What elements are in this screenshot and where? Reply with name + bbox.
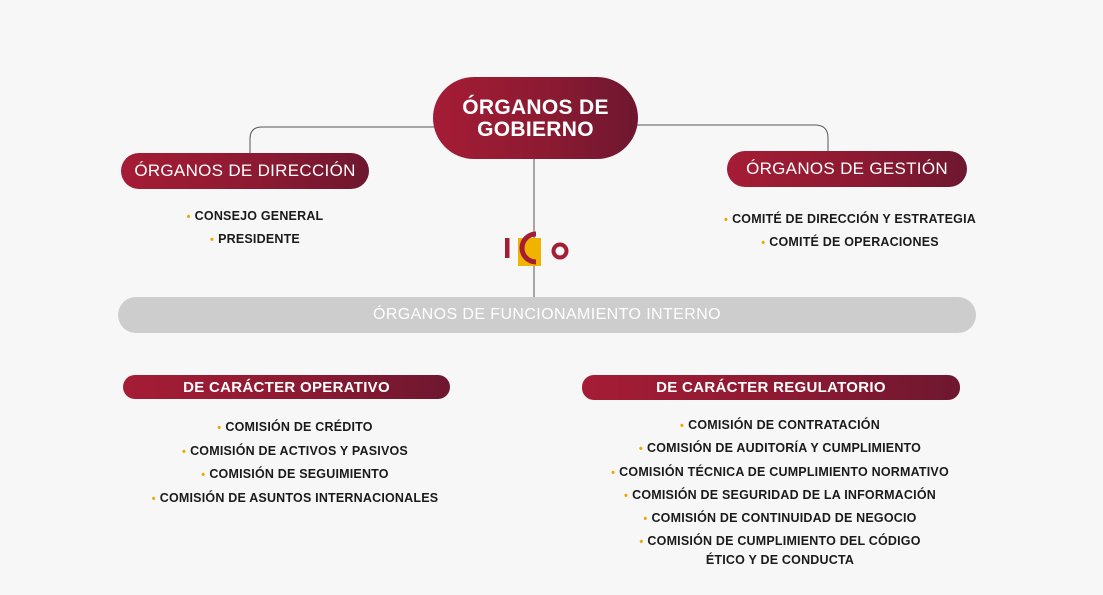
bullet-icon: • — [182, 445, 187, 458]
list-item: • COMISIÓN DE CONTRATACIÓN — [680, 418, 880, 432]
bullet-icon: • — [186, 211, 191, 223]
list-item: • COMITÉ DE OPERACIONES — [761, 235, 939, 249]
bullet-icon: • — [217, 422, 222, 434]
bullet-icon: • — [624, 489, 629, 502]
node-organos-de-direccion: ÓRGANOS DE DIRECCIÓN — [121, 153, 369, 189]
bullet-icon: • — [680, 420, 685, 432]
node-de-caracter-regulatorio: DE CARÁCTER REGULATORIO — [582, 375, 960, 400]
list-item: • COMISIÓN DE SEGURIDAD DE LA INFORMACIÓN — [624, 487, 936, 502]
node-organos-de-gestion: ÓRGANOS DE GESTIÓN — [727, 151, 967, 187]
bullet-icon: • — [210, 234, 215, 246]
list-item: • COMISIÓN DE CUMPLIMIENTO DEL CÓDIGO ÉTICO Y DE CONDUCTA — [639, 534, 921, 568]
list-item: • COMITÉ DE DIRECCIÓN Y ESTRATEGIA — [724, 212, 976, 226]
list-item: • COMISIÓN TÉCNICA DE CUMPLIMIENTO NORMATIVO — [611, 464, 949, 479]
list-item: • PRESIDENTE — [210, 232, 300, 246]
connector-right — [637, 125, 828, 151]
list-item: • COMISIÓN DE SEGUIMIENTO — [201, 467, 389, 481]
bullet-icon: • — [643, 513, 648, 526]
bullet-icon: • — [761, 237, 766, 249]
bullet-icon: • — [639, 536, 644, 549]
list-item: • COMISIÓN DE CRÉDITO — [217, 420, 373, 434]
list-item: • COMISIÓN DE AUDITORÍA Y CUMPLIMIENTO — [638, 441, 922, 456]
bullet-icon: • — [201, 469, 206, 481]
node-de-caracter-operativo: DE CARÁCTER OPERATIVO — [123, 375, 450, 399]
bullet-icon: • — [151, 492, 156, 505]
gestion-list — [700, 210, 1000, 256]
bullet-icon: • — [638, 443, 643, 456]
root-node-organos-de-gobierno: ÓRGANOS DE GOBIERNO — [433, 77, 638, 159]
operativo-list — [130, 418, 460, 512]
regulatorio-list — [570, 416, 990, 569]
band-organos-de-funcionamiento-interno: ÓRGANOS DE FUNCIONAMIENTO INTERNO — [118, 297, 976, 333]
direccion-list — [140, 207, 370, 253]
list-item: • COMISIÓN DE CONTINUIDAD DE NEGOCIO — [643, 511, 917, 526]
bullet-icon: • — [724, 214, 729, 226]
ico-logo — [503, 229, 569, 269]
connector-left — [250, 127, 434, 153]
list-item: • COMISIÓN DE ACTIVOS Y PASIVOS — [182, 443, 408, 458]
list-item: • COMISIÓN DE ASUNTOS INTERNACIONALES — [151, 490, 439, 505]
list-item: • CONSEJO GENERAL — [186, 209, 324, 223]
bullet-icon: • — [611, 466, 616, 479]
